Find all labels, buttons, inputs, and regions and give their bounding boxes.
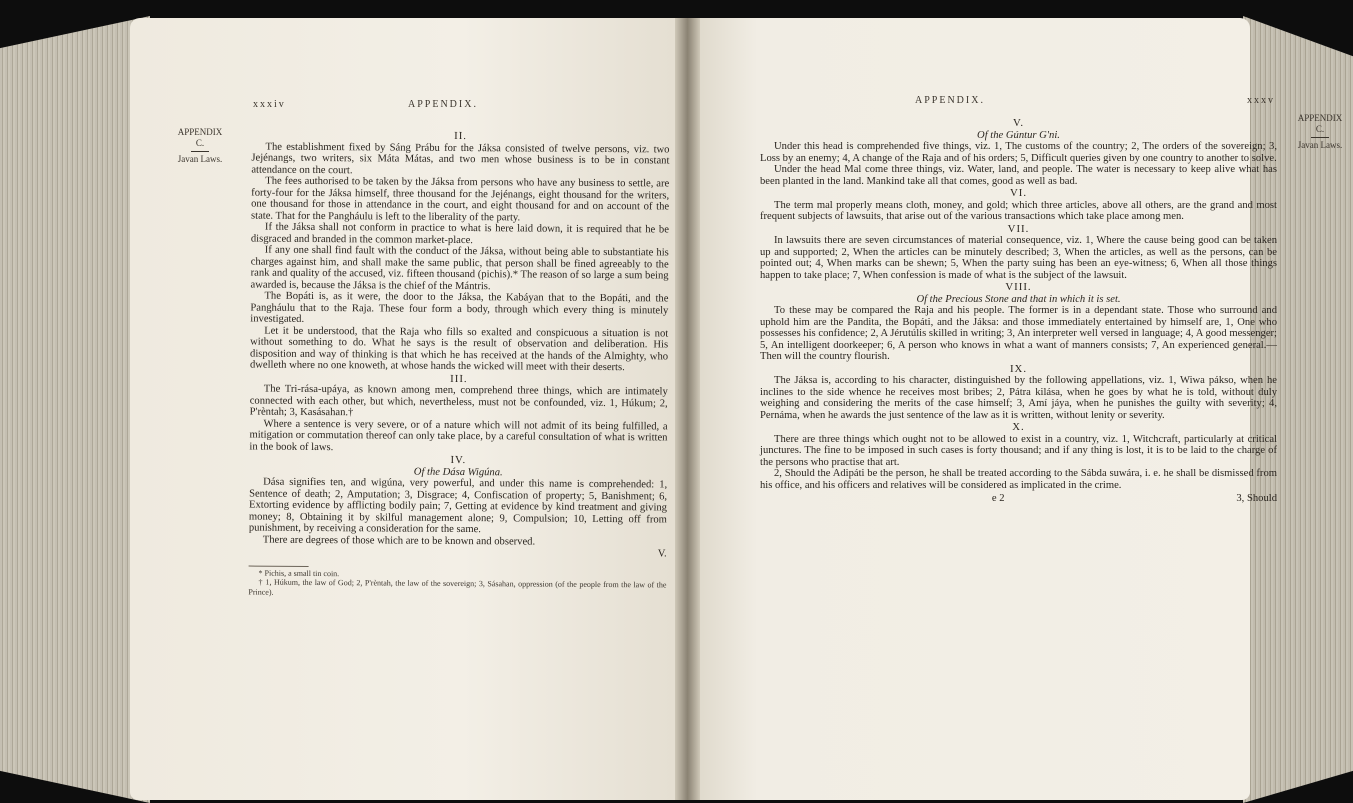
- section-heading: IX.: [1009, 362, 1028, 375]
- catchword: 3, Should: [1236, 493, 1277, 504]
- section-heading: X.: [1012, 421, 1025, 433]
- right-text-column: [760, 117, 1277, 505]
- paragraph: Let it be understood, that the Raja who fills so exalted and conspicuous a situation is not without something to do. What he says is the result of observation and deliberation. His disposition and way of thinking is that which he has received at the hands of the Almighty, who dwelleth where no one knoweth, at whose hands the wicked will meet with their deserts.: [249, 325, 669, 374]
- left-margin-note: [175, 127, 225, 165]
- right-running-title: APPENDIX.: [915, 95, 985, 106]
- left-margin-letter: C.: [195, 138, 205, 148]
- left-folio: xxxiv: [253, 99, 286, 110]
- paragraph: There are three things which ought not to be allowed to exist in a country, viz. 1, Witchcraft, particularly at critical junctures. The fine to be imposed in such cases is forty thousand; and if any thing is lost, it is to be laid to the charge of the persons who practise that art.: [760, 433, 1277, 468]
- paragraph: The Bopáti is, as it were, the door to the Jáksa, the Kabáyan that to the Bopáti, and the Pangháulu that to the Raja. These four form a body, through which every thing is minutely investigated.: [250, 290, 669, 325]
- section-heading: IV.: [450, 453, 467, 467]
- left-text-column: [248, 129, 669, 600]
- left-running-title: APPENDIX.: [408, 99, 478, 110]
- section-subheading: Of the Precious Stone and that in which it is set.: [916, 293, 1121, 305]
- footnote: * Pichis, a small tin coin.: [258, 568, 340, 578]
- section-subheading: Of the Dása Wigúna.: [413, 466, 503, 478]
- book-gutter: [675, 18, 700, 800]
- section-heading: VI.: [1009, 187, 1028, 199]
- right-margin-letter: C.: [1315, 124, 1325, 134]
- footnotes: [248, 568, 666, 599]
- paragraph: The Jáksa is, according to his character, distinguished by the following appellations, viz. 1, Wiwa pákso, when he inclines to the side whence he receives most bribes; 2, Pátra kilása, when he goes by what he is told, without duly weighing and considering the merits of the case himself; 3, Amí jáya, when he punishes the guilty with severity; 4, Pernáma, when he awards the just sentence of the law as it is written, without lenity or severity.: [760, 375, 1277, 421]
- paragraph: Under this head is comprehended five things, viz. 1, The customs of the country; 2, The orders of the sovereign; 3, Loss by an enemy; 4, A change of the Raja and of his orders; 5, Difficult queries given by one country to another to solve.: [760, 141, 1277, 164]
- paragraph: The establishment fixed by Sáng Prábu for the Jáksa consisted of twelve persons, viz. two Jejénangs, two writers, six Máta Mátas, and two men whose business is to be in constant attendance on the court.: [251, 141, 670, 176]
- paragraph: Dása signifies ten, and wigúna, very powerful, and under this name is comprehended: 1, Sentence of death; 2, Amputation; 3, Disgrace; 4, Confiscation of property; 5, Banishment; 6, Extorting evidence by afflicting bodily pain; 7, Getting at evidence by kind treatment and giving money; 8, Obtaining it by skilful management alone; 9, Compulsion; 10, Letting off from punishment, by receiving a consideration for the same.: [248, 476, 668, 536]
- paragraph: The term mal properly means cloth, money, and gold; which three articles, above all others, are the grand and most frequent subjects of lawsuits, that arise out of the various transactions which take place among men.: [760, 199, 1277, 222]
- section-heading: VII.: [1007, 222, 1030, 235]
- right-margin-note: [1292, 113, 1348, 151]
- paragraph: Under the head Mal come three things, viz. Water, land, and people. The water is necessary to keep alive what has been planted in the land. Mankind take all that comes, good as well as bad.: [760, 164, 1277, 187]
- paragraph: If any one shall find fault with the conduct of the Jáksa, without being able to substantiate his charges against him, and shall make the same public, that person shall be fined agreeably to the rank and quality of the accused, viz. fifteen thousand (pichis).* The reason of so large a sum being awarded is, because the Jáksa is the chief of the Mántris.: [250, 244, 669, 292]
- section-heading: VIII.: [1005, 281, 1032, 293]
- paragraph: In lawsuits there are seven circumstances of material consequence, viz. 1, Where the cause being good can be taken up and supported; 2, When the articles can be minutely described; 3, When the articles, as well as the persons, can be pointed out; 4, When marks can be shewn; 5, When the party suing has been an eye-witness; 6, When all those things happen to take place; 7, When confession is made of what is the subject of the lawsuit.: [760, 235, 1277, 281]
- right-folio: xxxv: [1247, 95, 1275, 106]
- paragraph: Where a sentence is very severe, or of a nature which will not admit of its being fulfilled, a mitigation or commutation thereof can only take place, by a careful consultation of what is written in the book of laws.: [249, 418, 668, 453]
- paragraph: The Tri-rása-upáya, as known among men, comprehend three things, which are intimately connected with each other, but which, nevertheless, must not be confounded, viz. 1, Húkum; 2, P'rèntah; 3, Kasásahan.†: [249, 383, 668, 419]
- footnote: † 1, Húkum, the law of God; 2, P'rèntah, the law of the sovereign; 3, Sásahan, oppression (of the people from the law of the Prince).: [248, 577, 667, 597]
- left-margin-label: APPENDIX: [177, 127, 223, 137]
- paragraph: The fees authorised to be taken by the Jáksa from persons who have any business to settle, are forty-four for the Jáksa himself, three thousand for the Jejénangs, eight thousand for the writers, one thousand for those in attendance in the court, and eight thousand for and on account of the state. That for the Pangháulu is left to the liberality of the party.: [250, 175, 670, 223]
- paragraph: If the Jáksa shall not conform in practice to what is here laid down, it is required that he be disgraced and branded in the common market-place.: [250, 221, 669, 246]
- page-signature-row: [760, 493, 1277, 505]
- right-margin-label: APPENDIX: [1297, 113, 1343, 123]
- signature-mark: e 2: [991, 493, 1005, 504]
- section-heading: V.: [1012, 117, 1025, 129]
- section-subheading: Of the Gúntur G'ni.: [977, 129, 1060, 141]
- paragraph: There are degrees of those which are to be known and observed.: [262, 534, 536, 548]
- left-margin-sub: Javan Laws.: [177, 154, 223, 164]
- catchword: V.: [657, 548, 667, 560]
- section-heading: III.: [450, 372, 468, 385]
- paragraph: 2, Should the Adipáti be the person, he shall be treated according to the Sábda suwára, i. e. he shall be dismissed from his office, and his officers and relatives will be considered as implicated in the crime.: [760, 468, 1277, 491]
- section-heading: II.: [454, 129, 468, 143]
- right-margin-sub: Javan Laws.: [1297, 140, 1343, 150]
- paragraph: To these may be compared the Raja and his people. The former is in a dependant state. Those who surround and uphold him are the Pandita, the Bopáti, and the Jáksa: and those immediately entertained by himself are, 1, One who possesses his confidence; 2, A Jérutúlis skilled in writing; 3, An interpreter well versed in language; 4, A good messenger; 5, An intelligent doorkeeper; 6, A person who knows in what a want of manners consists; 7, An experienced general.—Then will the country flourish.: [760, 305, 1277, 362]
- left-page-edges: [0, 0, 150, 803]
